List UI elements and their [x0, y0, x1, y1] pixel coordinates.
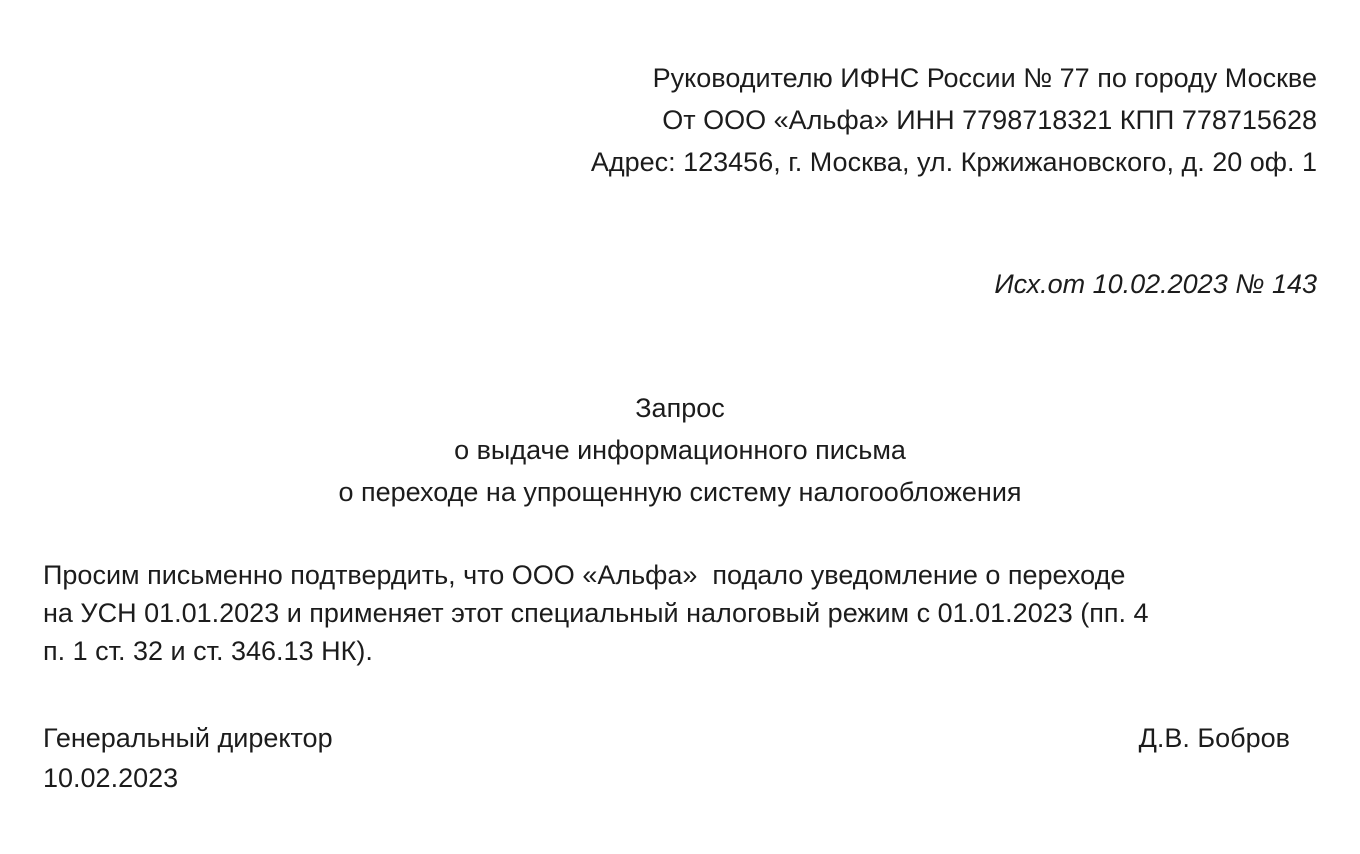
addressee-line-1: Руководителю ИФНС России № 77 по городу Москве — [652, 63, 1317, 93]
document-subtitle-line-2: о переходе на упрощенную систему налогообложения — [338, 477, 1022, 507]
request-paragraph — [43, 556, 1323, 670]
document-title: Запрос — [635, 393, 725, 423]
request-paragraph-line-2: на УСН 01.01.2023 и применяет этот специальный налоговый режим с 01.01.2023 (пп. 4 — [43, 598, 1149, 628]
outgoing-reference: Исх.от 10.02.2023 № 143 — [994, 269, 1317, 299]
document-subtitle-line-1: о выдаче информационного письма — [454, 435, 906, 465]
request-paragraph-line-1: Просим письменно подтвердить, что ООО «Альфа» подало уведомление о переходе — [43, 560, 1126, 590]
addressee-line-3: Адрес: 123456, г. Москва, ул. Кржижановского, д. 20 оф. 1 — [590, 147, 1317, 177]
signatory-name: Д.В. Бобров — [1138, 723, 1290, 753]
signatory-position: Генеральный директор — [43, 723, 333, 753]
addressee-line-2: От ООО «Альфа» ИНН 7798718321 КПП 778715628 — [662, 105, 1317, 135]
signature-date: 10.02.2023 — [43, 763, 179, 793]
request-paragraph-line-3: п. 1 ст. 32 и ст. 346.13 НК). — [43, 636, 373, 666]
